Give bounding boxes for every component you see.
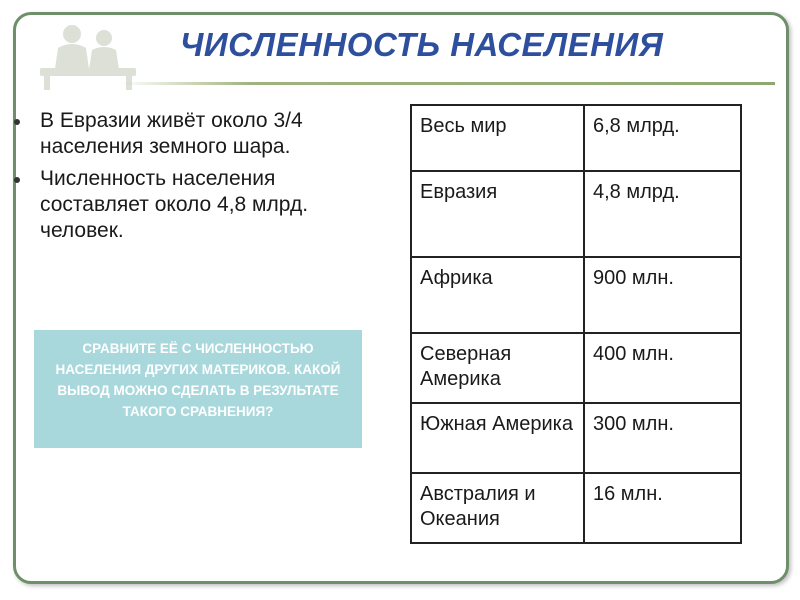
population-table (410, 104, 742, 544)
bullet-text: Численность населения составляет около 4,8 млрд. человек. (40, 167, 309, 242)
table-row (411, 403, 741, 473)
population-cell: 4,8 млрд. (584, 171, 741, 257)
table-row (411, 473, 741, 543)
list-item (14, 108, 344, 160)
list-item (14, 166, 344, 244)
table-row (411, 257, 741, 333)
population-cell: 6,8 млрд. (584, 105, 741, 171)
region-cell: Северная Америка (411, 333, 584, 403)
bullet-text: В Евразии живёт около 3/4 населения земного шара. (40, 109, 303, 158)
population-cell: 16 млн. (584, 473, 741, 543)
question-callout (34, 330, 362, 448)
people-at-desk-silhouette-icon (22, 18, 142, 90)
bullet-icon (14, 177, 20, 183)
page-title: ЧИСЛЕННОСТЬ НАСЕЛЕНИЯ (180, 26, 664, 63)
region-cell: Африка (411, 257, 584, 333)
population-cell: 400 млн. (584, 333, 741, 403)
bullet-list (14, 108, 344, 250)
population-cell: 900 млн. (584, 257, 741, 333)
table-row (411, 171, 741, 257)
region-cell: Весь мир (411, 105, 584, 171)
bullet-icon (14, 119, 20, 125)
region-cell: Южная Америка (411, 403, 584, 473)
table-row (411, 333, 741, 403)
callout-text: СРАВНИТЕ ЕЁ С ЧИСЛЕННОСТЬЮ НАСЕЛЕНИЯ ДРУГИХ МАТЕРИКОВ. КАКОЙ ВЫВОД МОЖНО СДЕЛАТЬ В РЕЗУЛЬТАТЕ ТАКОГО СРАВНЕНИЯ? (55, 341, 341, 419)
region-cell: Евразия (411, 171, 584, 257)
title-divider (120, 82, 775, 85)
region-cell: Австралия и Океания (411, 473, 584, 543)
table-row (411, 105, 741, 171)
population-cell: 300 млн. (584, 403, 741, 473)
